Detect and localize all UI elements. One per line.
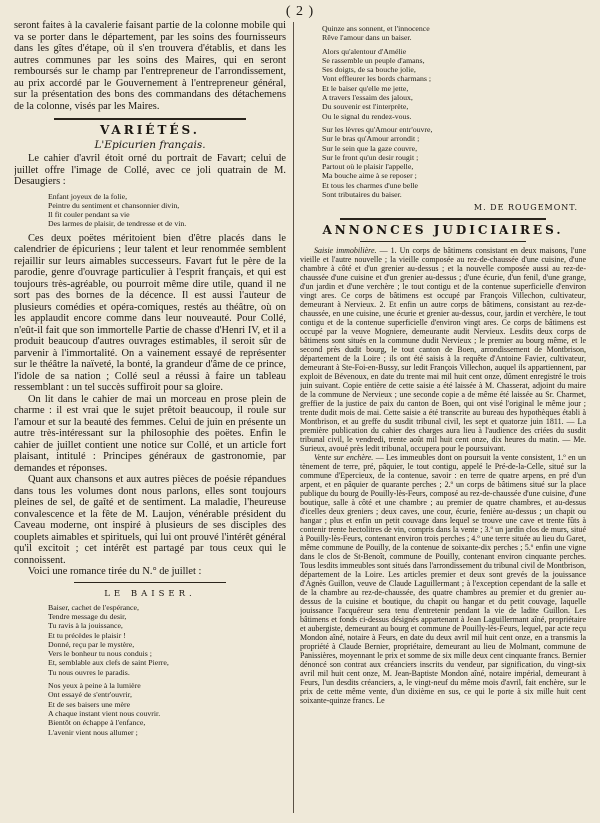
page-number: ( 2 ) xyxy=(285,4,315,19)
paragraph-1: Le cahier d'avril étoit orné du portrait de Favart; celui de juillet offre l'image de Collé, avec ce joli quatrain de M. Desaugiers : xyxy=(14,153,286,187)
paragraph-3: On lit dans le cahier de mai un morceau en prose plein de charme : il est vrai que le sujet prêtoit beaucoup, il roule sur l'amour et sur la beauté des femmes. Celui de juin en présente un autre très-intéressant sur la philosophie des poëtes. Enfin le cahier de juillet contient une notice sur Collé, et un article fort plaisant, intitulé : Principes généraux de gastronomie, par demandes et réponses. xyxy=(14,393,286,474)
verse-line: Et tu précèdes le plaisir ! xyxy=(48,630,126,640)
annonce-text: — 1. Un corps de bâtimens consistant en deux maisons, l'une vieille et l'autre nouvelle ; la vieille composée au rez-de-chaussée d'une cuisine, d'une chambre à côté et d'un grenier au-dessus ; et la nouvelle composée aussi au rez-de-chaussée d'une cuisine et d'un grenier au-dessus ; d'une écurie, d'un fenil, d'une grange, d'un jardin et d'une verchère ; le tout contigu et de la contenue superficielle d'environ vingt ares. Ce corps de bâtimens est occupé par François Villechon, cultivateur, demeurant à Nervieux. 2. Et enfin un autre corps de bâtimens, consistant au rez-de-chaussée, en une cuisine, une écurie et grenier au-dessus, cour, jardin et verchère, le tout contigu et de la contenue superficielle d'environ vingt ares. Ce corps de bâtimens est occupé par la veuve Mogniere, demeurante audit Nervieux. Lesdits deux corps de bâtimens sont situés en la commune dudit Nervieux ; le premier au bourg même, et le second près dudit bourg, le tout canton de Boen, arrondissement de Montbrison, département de la Loire ; ils ont été saisis à la requête d'Antoine Favier, cultivateur, demeurant à Ste-Foi-en-Bussy, sur ledit François Villechon, auquel ils appartiennent, par exploit de Bévenoux, en date du trente mai mil huit cent onze, dûment enregistré le trois juin suivant. Copie entière de cette saisie a été laissée à M. Chasserat, adjoint du maire de la commune de Nervieux ; une seconde copie a de même été laissée au Sr. Charmet, greffier de la justice de paix du canton de Boen, qui ont visé l'original le même jour ; trente dudit mois de mai. Cette saisie a été transcrite au bureau des hypothèques établi à Montbrison, et au greffe du susdit tribunal civil, les sept et quatorze juin 1811. — La première publication du cahier des charges aura lieu à l'audience des criées du susdit tribunal civil, le vendredi, trente août mil huit cent onze, dix heures du matin. — Me. Surieux, avoué près ledit tribunal, occupera pour le poursuivant. xyxy=(300,246,586,454)
annonce-saisie xyxy=(300,246,586,453)
poem-stanza-1 xyxy=(14,603,286,677)
verse-line: Partout où le plaisir l'appelle, xyxy=(322,162,414,172)
verse-line: Et le baiser qu'elle me jette, xyxy=(322,83,409,93)
annonce-heading: Vente sur enchère. xyxy=(314,453,374,463)
verse-line: Peintre du sentiment et chansonnier divin, xyxy=(48,200,180,210)
intro-paragraph: seront faites à la cavalerie faisant partie de la colonne mobile qui va se porter dans le département, par les soins des fournisseurs dans les gîtes d'étape, où il s'en trouvera d'établis, et dans les autres communes par les soins des Maires, qui en seront remboursés sur le champ par l'entrepreneur de l'arrondissement, au prix accordé par le Gouvernement à l'entrepreneur général, sur la présentation des bons des commandans des détachemens de la colonne, visés par les Maires. xyxy=(14,20,286,112)
verse-line: Tu nous ouvres le paradis. xyxy=(48,667,130,677)
verse-line: Sur les lèvres qu'Amour entr'ouvre, xyxy=(322,124,433,134)
poem-stanza-2 xyxy=(14,681,286,737)
verse-line: Sur le front qu'un desir rougit ; xyxy=(322,152,419,162)
verse-line: Baiser, cachet de l'espérance, xyxy=(48,602,139,612)
paragraph-5: Voici une romance tirée du N.° de juillet : xyxy=(28,566,202,578)
verse-line: Se rassemble un peuple d'amans, xyxy=(322,55,425,65)
section-separator xyxy=(340,218,546,220)
section-title-varietes: VARIÉTÉS. xyxy=(100,123,200,137)
poem-separator xyxy=(74,582,226,583)
verse-line: Ou le signal du rendez-vous. xyxy=(322,111,412,121)
verse-line: Et tous les charmes d'une belle xyxy=(322,180,419,190)
verse-line: Vont effleurer les bords charmans ; xyxy=(322,74,432,84)
poem-title: LE BAISER. xyxy=(104,588,196,599)
verse-line: Ma bouche aime à se reposer ; xyxy=(322,171,417,181)
subtitle-epicurien: L'Epicurien français. xyxy=(94,139,206,151)
verse-line: Sur le bras qu'Amour arrondit ; xyxy=(322,134,420,144)
title-underline xyxy=(360,241,526,242)
section-separator xyxy=(54,118,246,120)
verse-line: A travers l'essaim des jaloux, xyxy=(322,93,413,103)
verse-line: Rêve l'amour dans un baiser. xyxy=(322,33,412,43)
verse-line: Nos yeux à peine à la lumière xyxy=(48,681,141,691)
verse-line: Enfant joyeux de la folie, xyxy=(48,191,128,201)
annonce-text: — Les immeubles dont on poursuit la vente consistent, 1.º en un tènement de terre, pré, pâquier, le tout contigu, appelé le Pré-de-la-Celle, situé sur la commune d'Epercieux, de la contenue, savoir : en terre de quatre arpens, en pré d'un arpent, et en pâquier de quarante perches ; 2.º un corps de bâtimens situé sur la place publique du bourg de Pouilly-lès-Feurs, composé au rez-de-chaussée d'une cuisine, d'une boutique, salle à côté et une chambre ; au premier de quatre chambres, et au-dessus d'icelles deux greniers ; deux caves, une cour, écurie, fenière au-dessus ; un chapit ou hangar ; plus et enfin un petit couvage dans lequel se trouve une cave et trente fûts à contenir trente hectolitres de vin, compris dans la vente ; 3.º un jardin clos de murs, situé à Pouilly-lès-Feurs, contenant environ trois perches ; 4.º une terre située au lieu du Garet, même commune de Pouilly, de la contenue de soixante-dix perches ; 5.º enfin une vigne dans le clos de St-Benoît, commune de Pouilly, contenant environ cinquante perches. Tous lesdits immeubles sont situés dans l'arrondissement du tribunal civil de Montbrison, département de la Loire. Les articles premier et deux sont grevés de la jouissance d'Agnès Guillon, veuve de Claude Laguillermant ; à l'exception cependant de la salle et de la chambre au rez-de-chaussée, des quatre chambres au premier et du grenier au-dessus de la cuisine et boutique, du chapit ou hangar et du petit couvage, laquelle jouissance l'acquéreur sera tenu d'entretenir pendant la vie de ladite Guillon. Les bâtimens et fonds ci-dessus désignés appartenant à Jean Laguillermant aîné, propriétaire et aubergiste, demeurant au bourg et commune de Pouilly-lès-Feurs, lequel, par acte reçu Mondon aîné, notaire à Feurs, en date du deux avril mil huit cent onze, en a transmis la propriété à Claude Bernier, propriétaire, demeurant au lieu de Molmant, commune de Panissières, moyennant le prix et somme de six mille deux cent cinquante francs. Bernier dénoncé son contrat aux créanciers inscrits du vendeur, par signification, du vingt-six avril mil huit cent onze, M. Jean-Baptiste Mondon aîné, notaire impérial, demeurant à Feurs, l'un desdits créanciers, a, le vingt-neuf du même mois d'avril, fait enchère, sur le prix de cette même vente, d'un dixième en sus, ce qui le porte à six mille huit cent soixante-quinze francs. Le xyxy=(300,453,586,706)
verse-line: A chaque instant vient nous couvrir. xyxy=(48,708,161,718)
column-divider xyxy=(293,22,294,813)
annonce-heading: Saisie immobilière. xyxy=(314,246,377,256)
verse-line: Ont essayé de s'entr'ouvrir, xyxy=(48,690,132,700)
verse-line: Tendre message du desir, xyxy=(48,611,127,621)
verse-line: Il fit couler pendant sa vie xyxy=(48,210,130,220)
verse-line: Sur le sein que la gaze couvre, xyxy=(322,143,418,153)
verse-line: Bientôt on échappe à l'enfance, xyxy=(48,718,146,728)
poem-signature: M. DE ROUGEMONT. xyxy=(473,203,578,213)
verse-line: Sont tributaires du baiser. xyxy=(322,190,402,200)
poem-stanza-4 xyxy=(300,125,586,199)
verse-line: Quinze ans sonnent, et l'innocence xyxy=(322,24,430,33)
verse-line: L'avenir vient nous allumer ; xyxy=(48,727,138,737)
annonce-vente xyxy=(300,453,586,705)
verse-line: Vers le bonheur tu nous conduis ; xyxy=(48,649,152,659)
poem-stanza-3 xyxy=(300,47,586,121)
section-title-annonces: ANNONCES JUDICIAIRES. xyxy=(322,223,564,238)
verse-line: Et de ses baisers une mère xyxy=(48,699,131,709)
paragraph-2: Ces deux poëtes méritoient bien d'être placés dans le calendrier de épicuriens ; leur talent et leur renommée semblent rejaillir sur leurs aimables successeurs. Favart fut le père de la parodie, genre d'ouvrage particulier à l'esprit français, et qui est toujours très-agréable, ou pourroit même dire utile, quand il ne sort pas des bornes de la décence. Il est aussi l'auteur de plusieurs comédies et opéra-comiques, restés au théâtre, où on les applaudit encore comme dans leur nouveauté. Pour Collé, n'eût-il fait que son immortelle Partie de chasse d'Henri IV, et il a produit beaucoup d'autres ouvrages estimables, il seroit sûr de parvenir à l'immortalité. On a vainement essayé de représenter sur le théâtre la naïveté, la bonté, la grandeur d'âme de ce prince, l'idole de sa nation ; Collé seul a réussi à faire un tableau ressemblant : un tel succès suffiroit pour sa gloire. xyxy=(14,232,286,394)
verse-line: Tu ravis à la jouissance, xyxy=(48,621,123,631)
verse-line: Du souvenir est l'interprète, xyxy=(322,102,409,112)
right-column xyxy=(300,20,586,815)
verse-line: Des larmes de plaisir, de tendresse et de vin. xyxy=(48,219,187,229)
left-column xyxy=(14,20,286,815)
verse-line: Ses doigts, de sa bouche jolie, xyxy=(322,65,416,75)
verse-line: Et, semblable aux clefs de saint Pierre, xyxy=(48,658,169,668)
quatrain xyxy=(14,192,286,229)
paragraph-4: Quant aux chansons et aux autres pièces de poésie répandues dans tous les volumes dont nous parlons, elles sont toujours pleines de sel, de gaîté et de sentiment. La maladie, l'heureuse convalescence et la fête de M. Laujon, vénérable président du Caveau moderne, ont inspiré à plusieurs de ses disciples des couplets aimables et spirituels, qui lui ont prouvé l'intérêt général qu'il excitoit ; cet intérêt est partagé par tous ceux qui le connoissent. xyxy=(14,474,286,566)
verse-line: Alors qu'alentour d'Amélie xyxy=(322,46,407,56)
poem-stanza-2-end xyxy=(300,24,586,43)
verse-line: Donné, reçu par le mystère, xyxy=(48,639,135,649)
